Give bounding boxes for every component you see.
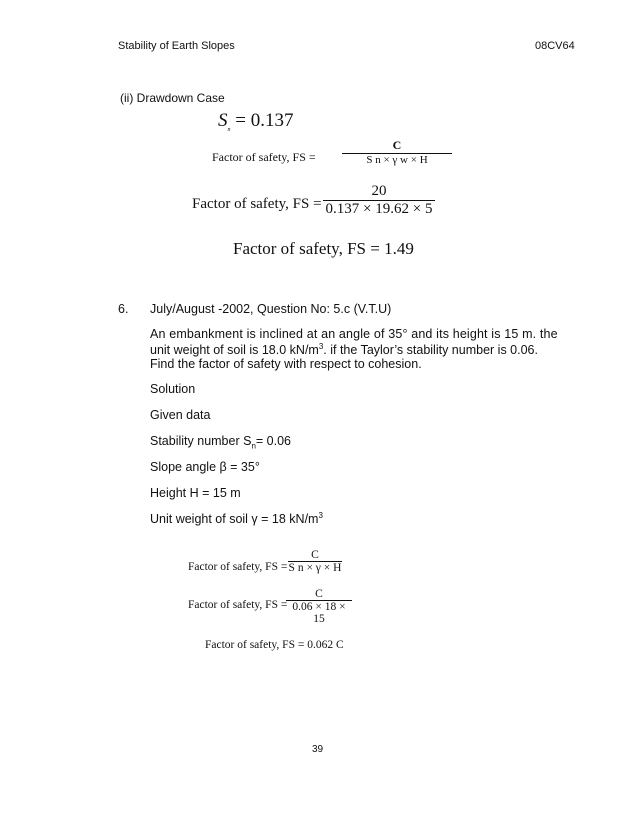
eq2-fraction bbox=[323, 183, 435, 218]
question-text-line1: An embankment is inclined at an angle of 35° and its height is 15 m. the bbox=[150, 327, 558, 341]
eq1-numerator: C bbox=[392, 138, 402, 152]
question-title: July/August -2002, Question No: 5.c (V.T.U) bbox=[150, 302, 392, 316]
sol-eq1-label: Factor of safety, FS = bbox=[188, 561, 288, 573]
sn-symbol: S bbox=[218, 110, 228, 131]
given-data-heading: Given data bbox=[150, 408, 211, 422]
slope-angle-given: Slope angle β = 35° bbox=[150, 460, 260, 474]
eq2-label: Factor of safety, FS = bbox=[192, 196, 322, 212]
unit-weight-given bbox=[150, 511, 323, 526]
question-text-line2b: . if the Taylor’s stability number is 0.06. bbox=[323, 343, 538, 358]
sol-eq1-fraction bbox=[288, 549, 342, 574]
question-text-line2a: unit weight of soil is 18.0 kN/m bbox=[150, 343, 319, 358]
sn-subscript: n bbox=[227, 126, 231, 133]
sol-eq2-label: Factor of safety, FS = bbox=[188, 599, 288, 611]
stability-number-label: Stability number S bbox=[150, 434, 252, 448]
drawdown-result: Factor of safety, FS = 1.49 bbox=[233, 239, 414, 258]
question-text-line2 bbox=[150, 342, 538, 357]
sol-eq2-numerator: C bbox=[315, 588, 323, 600]
question-number: 6. bbox=[118, 302, 129, 316]
header-code: 08CV64 bbox=[535, 40, 575, 52]
stability-number-value: = 0.06 bbox=[255, 434, 291, 448]
stability-number-given bbox=[150, 434, 291, 451]
unit-weight-label: Unit weight of soil γ = 18 kN/m bbox=[150, 512, 319, 527]
sol-eq2-fraction bbox=[286, 588, 352, 625]
sol-eq1-denominator: S n × γ × H bbox=[288, 562, 342, 574]
height-given: Height H = 15 m bbox=[150, 486, 241, 500]
drawdown-heading: (ii) Drawdown Case bbox=[120, 91, 225, 105]
stability-number-result bbox=[218, 110, 293, 133]
header-title: Stability of Earth Slopes bbox=[118, 40, 235, 52]
eq1-denominator: S n × γ w × H bbox=[366, 154, 428, 166]
unit-weight-sup: 3 bbox=[318, 511, 323, 520]
eq2-numerator: 20 bbox=[371, 183, 387, 199]
question-text-line3: Find the factor of safety with respect to cohesion. bbox=[150, 357, 422, 371]
sol-eq3: Factor of safety, FS = 0.062 C bbox=[205, 639, 344, 651]
eq2-denominator: 0.137 × 19.62 × 5 bbox=[325, 201, 433, 217]
eq1-fraction bbox=[342, 138, 452, 166]
sol-eq1-numerator: C bbox=[311, 549, 319, 561]
question-text-line2-sup: 3 bbox=[318, 342, 324, 351]
page-number: 39 bbox=[312, 744, 324, 755]
stability-number-sub: n bbox=[251, 441, 256, 451]
sn-value: = 0.137 bbox=[235, 110, 294, 131]
eq1-label: Factor of safety, FS = bbox=[212, 150, 316, 164]
solution-heading: Solution bbox=[150, 382, 196, 396]
sol-eq2-denominator: 0.06 × 18 × 15 bbox=[292, 601, 346, 625]
